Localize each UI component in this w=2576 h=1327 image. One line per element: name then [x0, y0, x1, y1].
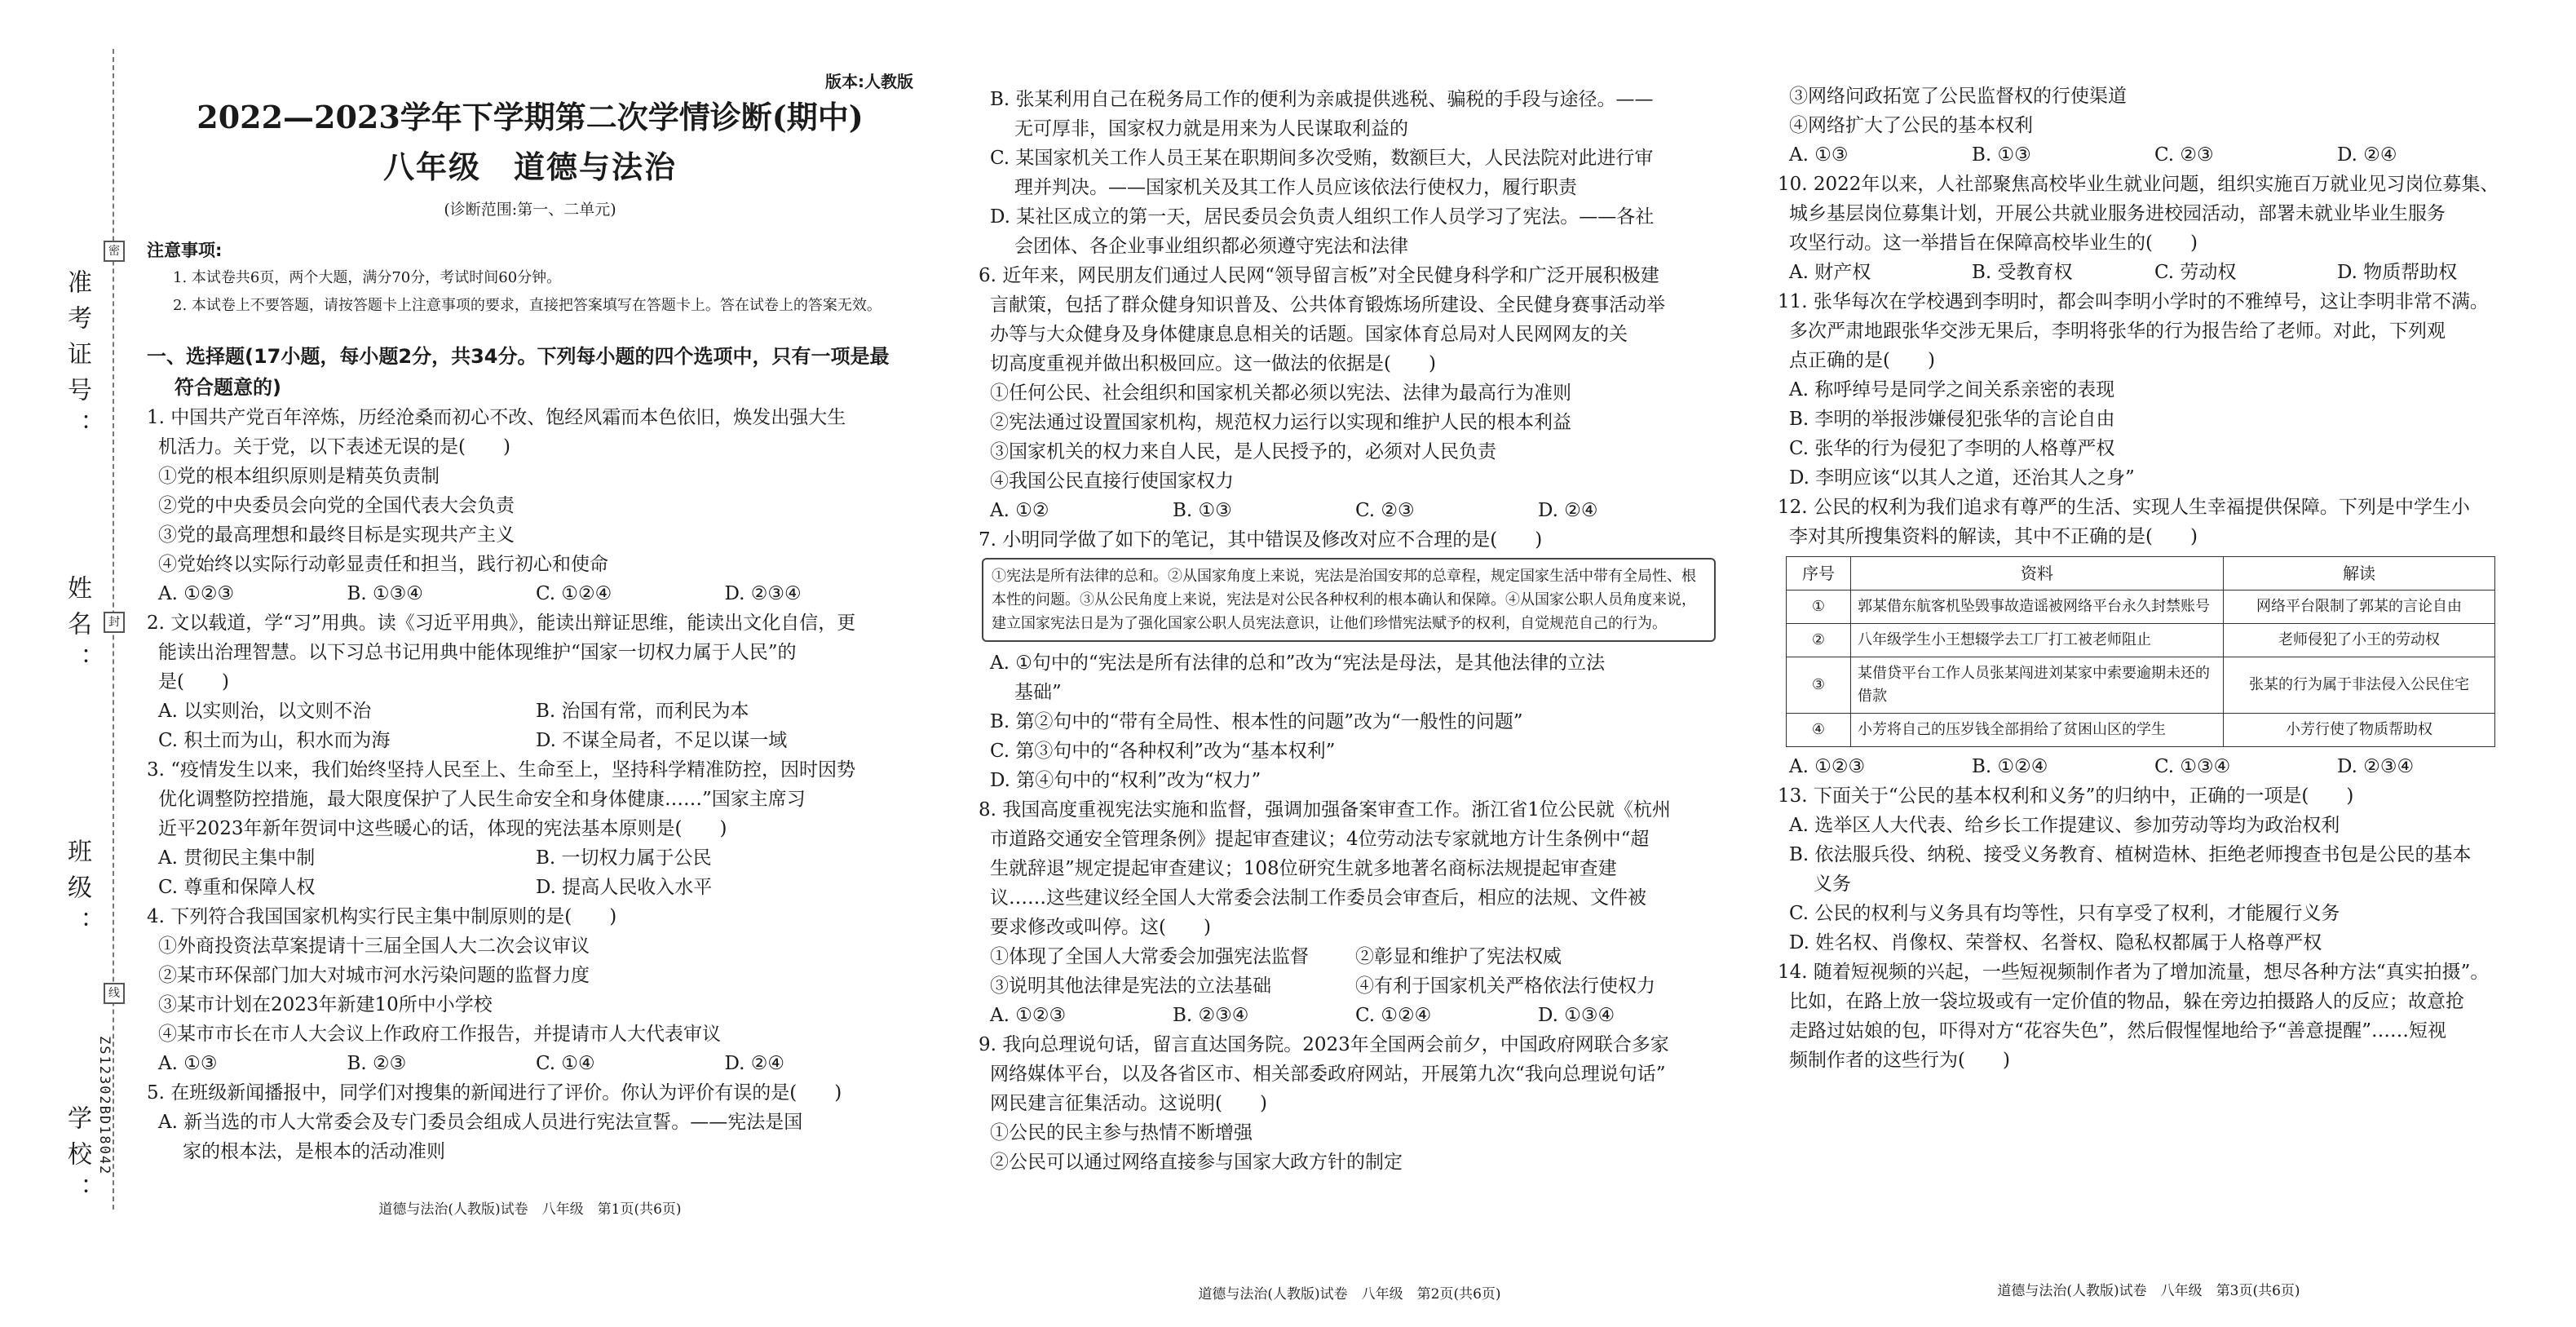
table-cell: 小芳将自己的压岁钱全部捐给了贫困山区的学生 — [1851, 714, 2224, 747]
question-line: 网络媒体平台，以及各省区市、相关部委政府网站，开展第九次“我向总理说句话” — [990, 1064, 1666, 1085]
note-item: 1. 本试卷共6页，两个大题，满分70分，考试时间60分钟。 — [173, 269, 562, 286]
notes-box: ①宪法是所有法律的总和。②从国家角度上来说，宪法是治国安邦的总章程，规定国家生活中带有全局性、根本性的问题。③从公民角度上来说，宪法是对公民各种权利的根本确认和保障。④从国家公职人员角度来说，建立国家宪法日是为了强化国家公职人员宪法意识，让他们珍惜宪法赋予的权利，自觉规范自己的行为。 — [982, 558, 1716, 642]
page-footer: 道德与法治(人教版)试卷 八年级 第1页(共6页) — [378, 1201, 682, 1218]
question-line: A. ①句中的“宪法是所有法律的总和”改为“宪法是母法，是其他法律的立法 — [990, 652, 1606, 674]
question-line: ④某市市长在市人大会议上作政府工作报告，并提请市人大代表审议 — [158, 1024, 721, 1045]
option: D. ①③④ — [1538, 1005, 1615, 1026]
table-cell: ④ — [1787, 714, 1851, 747]
question-9-continued — [1778, 82, 2520, 170]
table-cell: 老师侵犯了小王的劳动权 — [2224, 624, 2495, 657]
question-line: 办等与大众健身及身体健康息息相关的话题。国家体育总局对人民网网友的关 — [990, 324, 1628, 345]
answer-options — [147, 1049, 913, 1078]
question-line: D. 姓名权、肖像权、荣誉权、名誉权、隐私权都属于人格尊严权 — [1789, 932, 2322, 953]
table-header-row — [1787, 557, 2495, 591]
question-7 — [979, 525, 1721, 795]
question-line: ①任何公民、社会组织和国家机关都必须以宪法、法律为最高行为准则 — [990, 383, 1571, 404]
question-line: ②某市环保部门加大对城市河水污染问题的监督力度 — [158, 965, 590, 986]
option: B. ②③④ — [1173, 1005, 1249, 1026]
statement-items — [979, 942, 1721, 1001]
question-line: 切高度重视并做出积极回应。这一做法的依据是( ) — [990, 353, 1436, 374]
question-14 — [1778, 958, 2520, 1075]
edition-label: 版本:人教版 — [825, 72, 913, 91]
option: B. ②③ — [347, 1053, 407, 1074]
question-line: 12. 公民的权利为我们追求有尊严的生活、实现人生幸福提供保障。下列是中学生小 — [1778, 497, 2470, 518]
option: C. 积土而为山，积水而为海 — [158, 730, 391, 751]
question-line: 13. 下面关于“公民的基本权利和义务”的归纳中，正确的一项是( ) — [1778, 785, 2354, 807]
question-line: 要求修改或叫停。这( ) — [990, 917, 1211, 938]
question-line: 1. 中国共产党百年淬炼，历经沧桑而初心不改、饱经风霜而本色依旧，焕发出强大生 — [147, 407, 846, 428]
question-line: ③党的最高理想和最终目标是实现共产主义 — [158, 524, 515, 546]
question-5-continued — [979, 85, 1721, 261]
ticket-number-label: 准考证号： — [63, 269, 91, 449]
option: D. ②④ — [2337, 144, 2397, 166]
question-line: B. 第②句中的“带有全局性、根本性的问题”改为“一般性的问题” — [990, 711, 1523, 732]
question-line: 10. 2022年以来，人社部聚焦高校毕业生就业问题，组织实施百万就业见习岗位募集、 — [1778, 174, 2499, 195]
question-11 — [1778, 287, 2520, 493]
statement: ②彰显和维护了宪法权威 — [1355, 946, 1562, 967]
table-header: 序号 — [1787, 557, 1851, 591]
question-line: 2. 文以载道，学“习”用典。读《习近平用典》，能读出辩证思维，能读出文化自信，更 — [147, 613, 856, 634]
question-line: B. 依法服兵役、纳税、接受义务教育、植树造林、拒绝老师搜查书包是公民的基本 — [1789, 844, 2472, 865]
page-footer: 道德与法治(人教版)试卷 八年级 第2页(共6页) — [1198, 1286, 1501, 1303]
option: C. ②③ — [2154, 144, 2214, 166]
question-line: B. 张某利用自己在税务局工作的便利为亲戚提供逃税、骗税的手段与途径。—— — [990, 89, 1654, 110]
question-line: 议……这些建议经全国人大常委会法制工作委员会审查后，相应的法规、文件被 — [990, 887, 1646, 909]
answer-options — [147, 843, 913, 902]
question-line: 频制作者的这些行为( ) — [1789, 1050, 2010, 1071]
question-line: 会团体、各企业事业组织都必须遵守宪法和法律 — [1014, 236, 1408, 257]
statement: ①体现了全国人大常委会加强宪法监督 — [990, 946, 1309, 967]
question-line: 14. 随着短视频的兴起，一些短视频制作者为了增加流量，想尽各种方法“真实拍摄”。 — [1778, 962, 2490, 983]
option: B. ①③ — [1972, 144, 2031, 166]
option: D. ②④ — [1538, 500, 1598, 521]
question-line: ③网络问政拓宽了公民监督权的行使渠道 — [1789, 86, 2127, 107]
question-line: 无可厚非，国家权力就是用来为人民谋取利益的 — [1014, 118, 1408, 139]
option: C. 劳动权 — [2154, 262, 2237, 283]
question-line: 机活力。关于党，以下表述无误的是( ) — [158, 436, 510, 458]
statement: ③说明其他法律是宪法的立法基础 — [990, 975, 1271, 997]
question-line: 是( ) — [158, 671, 229, 692]
answer-options — [1778, 258, 2520, 287]
option: C. ①③④ — [2154, 756, 2231, 777]
interpretation-table — [1786, 556, 2495, 747]
option: B. 治国有常，而利民为本 — [536, 701, 749, 722]
question-line: ③某市计划在2023年新建10所中小学校 — [158, 994, 493, 1015]
answer-options — [147, 697, 913, 755]
option: B. 一切权力属于公民 — [536, 847, 712, 869]
page-footer: 道德与法治(人教版)试卷 八年级 第3页(共6页) — [1997, 1283, 2300, 1299]
option: A. ①②③ — [990, 1005, 1067, 1026]
question-line: D. 某社区成立的第一天，居民委员会负责人组织工作人员学习了宪法。——各社 — [990, 206, 1655, 228]
option: A. ①②③ — [158, 583, 235, 604]
question-line: C. 公民的权利与义务具有均等性，只有享受了权利，才能履行义务 — [1789, 903, 2340, 924]
question-line: 言献策，包括了群众健身知识普及、公共体育锻炼场所建设、全民健身赛事活动举 — [990, 294, 1665, 316]
question-line: 走路过姑娘的包，吓得对方“花容失色”，然后假惺惺地给予“善意提醒”……短视 — [1789, 1020, 2447, 1042]
question-line: ④党始终以实际行动彰显责任和担当，践行初心和使命 — [158, 554, 608, 575]
exam-scope: (诊断范围:第一、二单元) — [444, 201, 616, 219]
section-heading: 一、选择题(17小题，每小题2分，共34分。下列每小题的四个选项中，只有一项是最 — [147, 345, 890, 368]
option: A. ①③ — [1789, 144, 1849, 166]
option: D. 物质帮助权 — [2337, 262, 2458, 283]
answer-options — [979, 496, 1721, 525]
notes-heading: 注意事项: — [147, 241, 223, 260]
question-line: ②党的中央委员会向党的全国代表大会负责 — [158, 495, 515, 516]
question-line: D. 李明应该“以其人之道，还治其人之身” — [1789, 467, 2135, 489]
table-header: 解读 — [2224, 557, 2495, 591]
table-cell: 网络平台限制了郭某的言论自由 — [2224, 591, 2495, 624]
question-4 — [147, 902, 913, 1078]
question-2 — [147, 608, 913, 755]
table-row — [1787, 657, 2495, 714]
question-line: 城乡基层岗位募集计划，开展公共就业服务进校园活动，部署未就业毕业生服务 — [1789, 203, 2446, 224]
question-8 — [979, 795, 1721, 1030]
question-line: ③国家机关的权力来自人民，是人民授予的，必须对人民负责 — [990, 441, 1496, 462]
page-3-column — [1778, 0, 2520, 1324]
answer-options — [1778, 140, 2520, 170]
question-line: A. 选举区人大代表、给乡长工作提建议、参加劳动等均为政治权利 — [1789, 815, 2340, 836]
question-line: B. 李明的举报涉嫌侵犯张华的言论自由 — [1789, 409, 2115, 430]
question-line: 市道路交通安全管理条例》提起审查建议；4位劳动法专家就地方计生条例中“超 — [990, 829, 1650, 850]
exam-title: 2022—2023学年下学期第二次学情诊断(期中) — [197, 99, 864, 135]
option: B. 受教育权 — [1972, 262, 2073, 283]
question-line: C. 第③句中的“各种权利”改为“基本权利” — [990, 741, 1336, 762]
question-line: 11. 张华每次在学校遇到李明时，都会叫李明小学时的不雅绰号，这让李明非常不满。 — [1778, 291, 2489, 312]
question-line: 优化调整防控措施，最大限度保护了人民生命安全和身体健康……”国家主席习 — [158, 789, 806, 810]
option: A. 财产权 — [1789, 262, 1871, 283]
page-1-column — [147, 0, 913, 1242]
option: D. 提高人民收入水平 — [536, 877, 713, 898]
question-line: 点正确的是( ) — [1789, 350, 1935, 371]
question-line: 家的根本法，是根本的活动准则 — [183, 1141, 445, 1162]
option: C. ①②④ — [536, 583, 612, 604]
question-line: ②公民可以通过网络直接参与国家大政方针的制定 — [990, 1152, 1403, 1173]
name-label: 姓名： — [63, 575, 91, 683]
option: C. ①②④ — [1355, 1005, 1432, 1026]
option: A. ①③ — [158, 1053, 218, 1074]
question-line: 8. 我国高度重视宪法实施和监督，强调加强备案审查工作。浙江省1位公民就《杭州 — [979, 799, 1671, 821]
exam-subtitle: 八年级 道德与法治 — [382, 149, 677, 185]
question-1 — [147, 403, 913, 608]
question-line: D. 第④句中的“权利”改为“权力” — [990, 770, 1261, 791]
question-line: ①外商投资法草案提请十三届全国人大二次会议审议 — [158, 936, 590, 957]
answer-options — [979, 1001, 1721, 1030]
question-line: 李对其所搜集资料的解读，其中不正确的是( ) — [1789, 526, 2198, 547]
question-3 — [147, 755, 913, 902]
answer-options — [1778, 752, 2520, 781]
table-row — [1787, 714, 2495, 747]
table-cell: 小芳行使了物质帮助权 — [2224, 714, 2495, 747]
table-cell: 某借贷平台工作人员张某闯进刘某家中索要逾期未还的借款 — [1851, 657, 2224, 714]
class-label: 班级： — [63, 838, 91, 946]
question-line: 多次严肃地跟张华交涉无果后，李明将张华的行为报告给了老师。对此，下列观 — [1789, 321, 2446, 342]
statement: ④有利于国家机关严格依法行使权力 — [1355, 975, 1655, 997]
option: C. 尊重和保障人权 — [158, 877, 316, 898]
question-line: 近平2023年新年贺词中这些暖心的话，体现的宪法基本原则是( ) — [158, 818, 727, 839]
table-cell: 郭某借东航客机坠毁事故造谣被网络平台永久封禁账号 — [1851, 591, 2224, 624]
option: C. ②③ — [1355, 500, 1415, 521]
question-5 — [147, 1078, 913, 1166]
option: A. ①②③ — [1789, 756, 1866, 777]
option: B. ①③ — [1173, 500, 1232, 521]
question-6 — [979, 261, 1721, 525]
question-line: A. 新当选的市人大常委会及专门委员会组成人员进行宪法宣誓。——宪法是国 — [158, 1112, 803, 1133]
page-2-column — [979, 0, 1721, 1327]
table-cell: ③ — [1787, 657, 1851, 714]
question-line: 理并判决。——国家机关及其工作人员应该依法行使权力，履行职责 — [1014, 177, 1577, 198]
question-line: A. 称呼绰号是同学之间关系亲密的表现 — [1789, 379, 2115, 400]
question-line: 能读出治理智慧。以下习总书记用典中能体现维护“国家一切权力属于人民”的 — [158, 642, 797, 663]
table-cell: 八年级学生小王想辍学去工厂打工被老师阻止 — [1851, 624, 2224, 657]
option: A. 贯彻民主集中制 — [158, 847, 316, 869]
option: B. ①③④ — [347, 583, 423, 604]
question-line: 5. 在班级新闻播报中，同学们对搜集的新闻进行了评价。你认为评价有误的是( ) — [147, 1082, 842, 1104]
question-line: ①公民的民主参与热情不断增强 — [990, 1122, 1253, 1143]
question-line: ④网络扩大了公民的基本权利 — [1789, 115, 2033, 136]
table-cell: 张某的行为属于非法侵入公民住宅 — [2224, 657, 2495, 714]
paper-code: ZS12302BD18042 — [96, 1036, 113, 1176]
question-line: 网民建言征集活动。这说明( ) — [990, 1093, 1267, 1114]
option: D. ②③④ — [724, 583, 802, 604]
answer-options — [147, 579, 913, 608]
seal-mark-bottom: 线 — [104, 983, 125, 1004]
question-line: ②宪法通过设置国家机构，规范权力运行以实现和维护人民的根本利益 — [990, 412, 1571, 433]
option: D. ②③④ — [2337, 756, 2415, 777]
question-line: 3. “疫情发生以来，我们始终坚持人民至上、生命至上，坚持科学精准防控，因时因势 — [147, 759, 856, 781]
question-line: ①党的根本组织原则是精英负责制 — [158, 466, 440, 487]
question-line: 比如，在路上放一袋垃圾或有一定价值的物品，躲在旁边拍摄路人的反应；故意抢 — [1789, 991, 2464, 1012]
note-item: 2. 本试卷上不要答题，请按答题卡上注意事项的要求，直接把答案填写在答题卡上。答在试卷上的答案无效。 — [173, 297, 881, 314]
question-line: 7. 小明同学做了如下的笔记，其中错误及修改对应不合理的是( ) — [979, 529, 1543, 551]
question-line: 9. 我向总理说句话，留言直达国务院。2023年全国两会前夕，中国政府网联合多家 — [979, 1034, 1669, 1055]
option: D. 不谋全局者，不足以谋一域 — [536, 730, 788, 751]
school-label: 学校： — [63, 1105, 91, 1213]
binding-margin — [0, 0, 130, 1242]
option: B. ①②④ — [1972, 756, 2048, 777]
question-13 — [1778, 781, 2520, 958]
question-line: 生就辞退”规定提起审查建议；108位研究生就多地著名商标法规提起审查建 — [990, 858, 1617, 879]
section-heading-cont: 符合题意的) — [175, 376, 281, 399]
question-line: 4. 下列符合我国国家机构实行民主集中制原则的是( ) — [147, 906, 617, 927]
option: D. ②④ — [724, 1053, 784, 1074]
question-line: ④我国公民直接行使国家权力 — [990, 471, 1234, 492]
table-cell: ① — [1787, 591, 1851, 624]
table-cell: ② — [1787, 624, 1851, 657]
option: A. ①② — [990, 500, 1049, 521]
seal-mark-top: 密 — [104, 241, 125, 262]
table-row — [1787, 624, 2495, 657]
seal-mark-middle: 封 — [104, 612, 125, 633]
question-line: 攻坚行动。这一举措旨在保障高校毕业生的( ) — [1789, 232, 2198, 254]
question-line: 基础” — [1014, 682, 1062, 703]
question-line: 义务 — [1814, 874, 1851, 895]
question-line: C. 张华的行为侵犯了李明的人格尊严权 — [1789, 438, 2115, 459]
table-row — [1787, 591, 2495, 624]
question-line: C. 某国家机关工作人员王某在职期间多次受贿，数额巨大，人民法院对此进行审 — [990, 148, 1654, 169]
option: A. 以实则治，以文则不治 — [158, 701, 372, 722]
option: C. ①④ — [536, 1053, 595, 1074]
question-10 — [1778, 170, 2520, 287]
question-line: 6. 近年来，网民朋友们通过人民网“领导留言板”对全民健身科学和广泛开展积极建 — [979, 265, 1659, 286]
question-12 — [1778, 493, 2520, 781]
question-9 — [979, 1030, 1721, 1177]
table-header: 资料 — [1851, 557, 2224, 591]
